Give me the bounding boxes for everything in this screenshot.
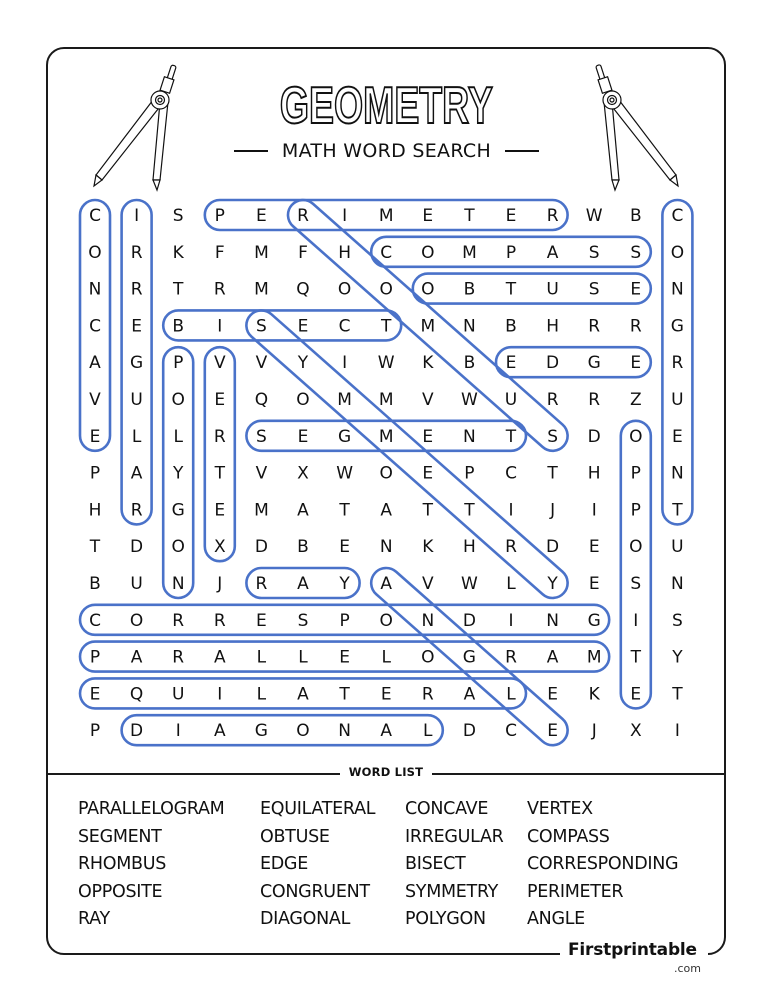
grid-letter[interactable]: E [89, 426, 101, 447]
grid-letter[interactable]: H [463, 537, 476, 558]
grid-letter[interactable]: Q [129, 684, 144, 705]
grid-letter[interactable]: G [254, 721, 268, 742]
grid-letter[interactable]: E [89, 684, 101, 705]
grid-letter[interactable]: O [88, 242, 102, 263]
grid-letter[interactable]: R [421, 684, 434, 705]
grid-letter[interactable]: K [172, 242, 184, 263]
grid-letter[interactable]: Y [297, 353, 309, 374]
grid-letter[interactable]: E [588, 537, 600, 558]
grid-letter[interactable]: V [421, 390, 434, 410]
grid-letter[interactable]: L [298, 647, 308, 668]
grid-letter[interactable]: R [172, 610, 185, 631]
grid-letter[interactable]: H [338, 242, 351, 263]
grid-letter[interactable]: O [379, 610, 393, 631]
grid-letter[interactable]: M [586, 647, 602, 668]
grid-letter[interactable]: X [213, 537, 226, 558]
grid-letter[interactable]: O [629, 426, 643, 447]
grid-letter[interactable]: R [213, 426, 226, 447]
grid-letter[interactable]: B [297, 537, 309, 558]
grid-letter[interactable]: U [504, 390, 518, 410]
grid-letter[interactable]: R [130, 279, 143, 300]
grid-letter[interactable]: R [255, 574, 268, 594]
grid-letter[interactable]: I [633, 610, 639, 631]
page-subtitle: MATH WORD SEARCH [281, 140, 492, 162]
grid-letter[interactable]: A [380, 574, 393, 594]
grid-letter[interactable]: X [629, 721, 642, 742]
word-list-item: OBTUSE [260, 826, 330, 847]
grid-letter[interactable]: D [587, 426, 601, 447]
word-list [78, 798, 707, 931]
grid-letter[interactable]: M [254, 242, 269, 263]
grid-letter[interactable]: R [588, 316, 601, 337]
grid-letter[interactable]: N [88, 279, 102, 300]
grid-letter[interactable]: N [671, 279, 684, 300]
grid-letter[interactable]: B [172, 316, 185, 337]
word-list-item: OPPOSITE [78, 881, 163, 902]
grid-letter[interactable]: S [547, 426, 558, 447]
grid-letter[interactable]: R [588, 390, 601, 410]
word-list-item: RHOMBUS [78, 854, 167, 874]
grid-letter[interactable]: P [214, 206, 225, 226]
grid-letter[interactable]: B [463, 279, 476, 300]
word-list-item: POLYGON [405, 909, 486, 929]
word-list-item: PERIMETER [527, 881, 624, 902]
grid-letter[interactable]: O [296, 721, 310, 742]
grid-letter[interactable]: T [505, 426, 517, 447]
grid-letter[interactable]: V [89, 390, 101, 410]
grid-letter[interactable]: P [339, 610, 350, 631]
grid-letter[interactable]: T [422, 500, 433, 521]
grid-letter[interactable]: R [172, 647, 185, 668]
grid-letter[interactable]: S [297, 610, 309, 631]
grid-letter[interactable]: Q [254, 390, 269, 410]
grid-letter[interactable]: G [338, 426, 352, 447]
grid-letter[interactable]: B [629, 206, 642, 226]
grid-letter[interactable]: I [175, 721, 181, 742]
word-list-item: PARALLELOGRAM [78, 799, 225, 819]
grid-letter[interactable]: C [505, 463, 517, 484]
grid-letter[interactable]: S [588, 242, 600, 263]
grid-letter[interactable]: N [463, 426, 476, 447]
grid-letter[interactable]: G [670, 316, 684, 337]
grid-letter[interactable]: E [256, 206, 267, 226]
grid-letter[interactable]: K [422, 353, 434, 374]
grid-letter[interactable]: T [630, 647, 641, 668]
word-list-item: BISECT [405, 854, 466, 874]
grid-letter[interactable]: R [213, 279, 226, 300]
grid-letter[interactable]: L [173, 426, 183, 447]
grid-letter[interactable]: T [464, 500, 475, 521]
grid-letter[interactable]: C [505, 721, 517, 742]
grid-letter[interactable]: E [547, 684, 558, 705]
word-list-item: RAY [78, 909, 110, 929]
grid-letter[interactable]: T [381, 316, 392, 337]
grid-letter[interactable]: A [380, 721, 393, 742]
grid-letter[interactable]: N [671, 463, 684, 484]
grid-letter[interactable]: O [129, 610, 144, 631]
grid-letter[interactable]: C [89, 610, 101, 631]
grid-letter[interactable]: V [421, 574, 434, 594]
grid-letter[interactable]: R [297, 206, 309, 226]
grid-letter[interactable]: G [462, 647, 476, 668]
grid-letter[interactable]: O [421, 647, 435, 668]
grid-letter[interactable]: G [171, 500, 185, 521]
grid-letter[interactable]: L [423, 721, 433, 742]
grid-letter[interactable]: G [587, 353, 601, 374]
grid-letter[interactable]: Y [173, 463, 184, 484]
grid-letter[interactable]: A [463, 684, 476, 705]
grid-letter[interactable]: A [297, 684, 309, 705]
grid-letter[interactable]: R [213, 610, 226, 631]
grid-letter[interactable]: S [630, 574, 642, 594]
grid-letter[interactable]: D [130, 537, 144, 558]
grid-letter[interactable]: V [255, 353, 268, 374]
grid-letter[interactable]: R [546, 390, 559, 410]
grid-letter[interactable]: M [420, 316, 436, 337]
grid-letter[interactable]: P [89, 647, 101, 668]
grid-letter[interactable]: K [422, 537, 434, 558]
grid-letter[interactable]: H [88, 500, 102, 521]
grid-letter[interactable]: T [672, 500, 683, 521]
word-list-item: COMPASS [527, 826, 610, 847]
grid-letter[interactable]: U [671, 390, 684, 410]
grid-letter[interactable]: U [171, 684, 185, 705]
grid-letter[interactable]: R [130, 242, 143, 263]
grid-letter[interactable]: N [546, 610, 559, 631]
word-list-item: ANGLE [527, 909, 585, 929]
grid-letter[interactable]: M [378, 426, 394, 447]
grid-letter[interactable]: E [505, 206, 517, 226]
grid-letter[interactable]: I [342, 206, 348, 226]
grid-letter[interactable]: U [671, 537, 684, 558]
grid-letter[interactable]: A [380, 500, 393, 521]
grid-letter[interactable]: V [213, 353, 226, 374]
grid-letter[interactable]: E [547, 721, 558, 742]
word-list-item: CONGRUENT [260, 881, 370, 902]
word-list-item: CONCAVE [405, 799, 489, 819]
grid-letter[interactable]: N [338, 721, 351, 742]
grid-letter[interactable]: N [379, 537, 393, 558]
grid-letter[interactable]: T [214, 463, 225, 484]
grid-letter[interactable]: O [670, 242, 685, 263]
word-list-item: DIAGONAL [260, 909, 351, 929]
grid-letter[interactable]: E [422, 206, 434, 226]
grid-letter[interactable]: I [217, 316, 223, 337]
grid-letter[interactable]: O [379, 463, 393, 484]
grid-letter[interactable]: W [377, 353, 395, 374]
grid-letter[interactable]: A [297, 574, 309, 594]
grid-letter[interactable]: L [256, 684, 267, 705]
grid-letter[interactable]: V [255, 463, 268, 484]
grid-letter[interactable]: I [591, 500, 597, 521]
grid-letter[interactable]: E [131, 316, 142, 337]
grid-letter[interactable]: T [339, 684, 350, 705]
grid-letter[interactable]: S [172, 206, 184, 226]
grid-letter[interactable]: D [254, 537, 268, 558]
grid-letter[interactable]: L [256, 647, 267, 668]
grid-letter[interactable]: E [588, 574, 600, 594]
grid-letter[interactable]: B [89, 574, 101, 594]
grid-letter[interactable]: W [585, 206, 603, 226]
grid-letter[interactable]: F [298, 242, 308, 263]
grid-letter[interactable]: P [505, 242, 517, 263]
grid-letter[interactable]: Z [629, 390, 642, 410]
grid-letter[interactable]: I [342, 353, 348, 374]
word-list-label: WORD LIST [340, 765, 432, 779]
grid-letter[interactable]: W [460, 574, 478, 594]
grid-letter[interactable]: T [547, 463, 558, 484]
grid-letter[interactable]: R [505, 647, 517, 668]
grid-letter[interactable]: O [337, 279, 352, 300]
grid-letter[interactable]: G [587, 610, 601, 631]
grid-letter[interactable]: U [546, 279, 559, 300]
grid-letter[interactable]: O [171, 537, 185, 558]
grid-letter[interactable]: S [256, 316, 267, 337]
grid-letter[interactable]: A [213, 647, 226, 668]
grid-letter[interactable]: O [629, 537, 643, 558]
grid-letter[interactable]: R [629, 316, 642, 337]
grid-letter[interactable]: A [546, 242, 559, 263]
grid-letter[interactable]: J [591, 721, 597, 742]
grid-letter[interactable]: B [505, 316, 517, 337]
grid-letter[interactable]: Y [672, 647, 683, 668]
grid-letter[interactable]: S [672, 610, 683, 631]
grid-letter[interactable]: T [173, 279, 184, 300]
grid-letter[interactable]: C [380, 242, 393, 263]
grid-letter[interactable]: S [256, 426, 267, 447]
grid-letter[interactable]: E [297, 316, 309, 337]
grid-letter[interactable]: R [130, 500, 143, 521]
word-list-item: VERTEX [527, 799, 593, 819]
grid-letter[interactable]: M [337, 390, 352, 410]
grid-letter[interactable]: E [380, 684, 392, 705]
grid-letter[interactable]: A [297, 500, 309, 521]
grid-letter[interactable]: E [214, 500, 226, 521]
grid-letter[interactable]: O [296, 390, 310, 410]
found-word-highlight-symmetry [240, 304, 574, 604]
grid-letter[interactable]: E [672, 426, 683, 447]
found-word-highlight-diagonal [122, 715, 443, 745]
grid-letter[interactable]: P [173, 353, 184, 374]
word-list-item: IRREGULAR [405, 826, 504, 847]
found-word-highlight-obtuse [413, 274, 651, 304]
grid-letter[interactable]: E [297, 426, 309, 447]
grid-letter[interactable]: N [421, 610, 435, 631]
grid-letter[interactable]: A [130, 647, 143, 668]
grid-letter[interactable]: K [588, 684, 600, 705]
grid-letter[interactable]: L [506, 574, 516, 594]
grid-letter[interactable]: W [460, 390, 478, 410]
grid-letter[interactable]: E [630, 684, 642, 705]
word-list-item: SYMMETRY [405, 881, 499, 902]
grid-letter[interactable]: P [89, 721, 101, 742]
grid-letter[interactable]: F [214, 242, 225, 263]
grid-letter[interactable]: E [339, 647, 350, 668]
grid-letter[interactable]: D [462, 721, 476, 742]
grid-letter[interactable]: O [171, 390, 185, 410]
grid-letter[interactable]: O [421, 279, 435, 300]
grid-letter[interactable]: O [421, 242, 435, 263]
grid-letter[interactable]: N [463, 316, 476, 337]
grid-letter[interactable]: T [339, 500, 350, 521]
grid-letter[interactable]: T [464, 206, 475, 226]
grid-letter[interactable]: D [546, 353, 560, 374]
grid-letter[interactable]: M [378, 390, 394, 410]
grid-letter[interactable]: M [254, 279, 269, 300]
grid-letter[interactable]: R [505, 537, 517, 558]
grid-letter[interactable]: C [89, 206, 101, 226]
found-word-highlight-vertex [205, 347, 235, 561]
grid-letter[interactable]: J [217, 574, 223, 594]
grid-letter[interactable]: C [671, 206, 684, 226]
grid-letter[interactable]: E [630, 353, 642, 374]
grid-letter[interactable]: U [130, 390, 143, 410]
grid-letter[interactable]: N [671, 574, 684, 594]
grid-letter[interactable]: E [422, 463, 434, 484]
grid-letter[interactable]: A [89, 353, 101, 374]
grid-letter[interactable]: G [130, 353, 144, 374]
grid-letter[interactable]: H [587, 463, 601, 484]
grid-letter[interactable]: L [131, 426, 142, 447]
word-list-item: EDGE [260, 854, 308, 874]
grid-letter[interactable]: S [588, 279, 600, 300]
grid-letter[interactable]: A [546, 647, 559, 668]
grid-letter[interactable]: L [506, 684, 516, 705]
word-list-item: EQUILATERAL [260, 799, 376, 819]
grid-letter[interactable]: M [462, 242, 477, 263]
grid-letter[interactable]: O [379, 279, 393, 300]
grid-letter[interactable]: M [378, 206, 394, 226]
grid-letter[interactable]: H [546, 316, 559, 337]
grid-letter[interactable]: W [336, 463, 354, 484]
grid-letter[interactable]: I [217, 684, 223, 705]
grid-letter[interactable]: E [630, 279, 642, 300]
grid-letter[interactable]: P [89, 463, 101, 484]
grid-letter[interactable]: N [171, 574, 185, 594]
grid-letter[interactable]: U [130, 574, 143, 594]
grid-letter[interactable]: E [505, 353, 517, 374]
grid-letter[interactable]: Q [296, 279, 310, 300]
grid-letter[interactable]: C [338, 316, 351, 337]
word-list-item: CORRESPONDING [527, 854, 679, 874]
grid-letter[interactable]: T [89, 537, 101, 558]
word-list-item: SEGMENT [78, 826, 162, 847]
grid-letter[interactable]: L [381, 647, 391, 668]
grid-letter[interactable]: P [464, 463, 475, 484]
grid-letter[interactable]: M [254, 500, 269, 521]
grid-letter[interactable]: C [89, 316, 101, 337]
grid-letter[interactable]: I [508, 500, 514, 521]
brand-logo: Firstprintable [562, 940, 703, 960]
grid-letter[interactable]: D [130, 721, 144, 742]
grid-letter[interactable]: I [674, 721, 680, 742]
grid-letter[interactable]: R [671, 353, 684, 374]
grid-letter[interactable]: A [130, 463, 143, 484]
found-word-highlight-edge [496, 347, 651, 377]
grid-letter[interactable]: E [339, 537, 350, 558]
grid-letter[interactable]: P [630, 463, 641, 484]
grid-letter[interactable]: S [630, 242, 642, 263]
grid-letter[interactable]: E [214, 390, 226, 410]
grid-letter[interactable]: E [256, 610, 267, 631]
brand-domain: .com [674, 962, 701, 975]
grid-letter[interactable]: T [505, 279, 517, 300]
grid-letter[interactable]: I [134, 206, 140, 226]
grid-letter[interactable]: E [422, 426, 434, 447]
grid-letter[interactable]: B [463, 353, 476, 374]
grid-letter[interactable]: D [462, 610, 476, 631]
grid-letter[interactable]: T [672, 684, 683, 705]
grid-letter[interactable]: I [508, 610, 514, 631]
grid-letter[interactable]: R [546, 206, 559, 226]
grid-letter[interactable]: J [550, 500, 556, 521]
grid-letter[interactable]: Y [547, 574, 558, 594]
grid-letter[interactable]: X [297, 463, 309, 484]
page-title: GEOMETRY [279, 77, 493, 135]
grid-letter[interactable]: Y [339, 574, 350, 594]
grid-letter[interactable]: P [630, 500, 641, 521]
grid-letter[interactable]: D [546, 537, 560, 558]
grid-letter[interactable]: A [213, 721, 226, 742]
